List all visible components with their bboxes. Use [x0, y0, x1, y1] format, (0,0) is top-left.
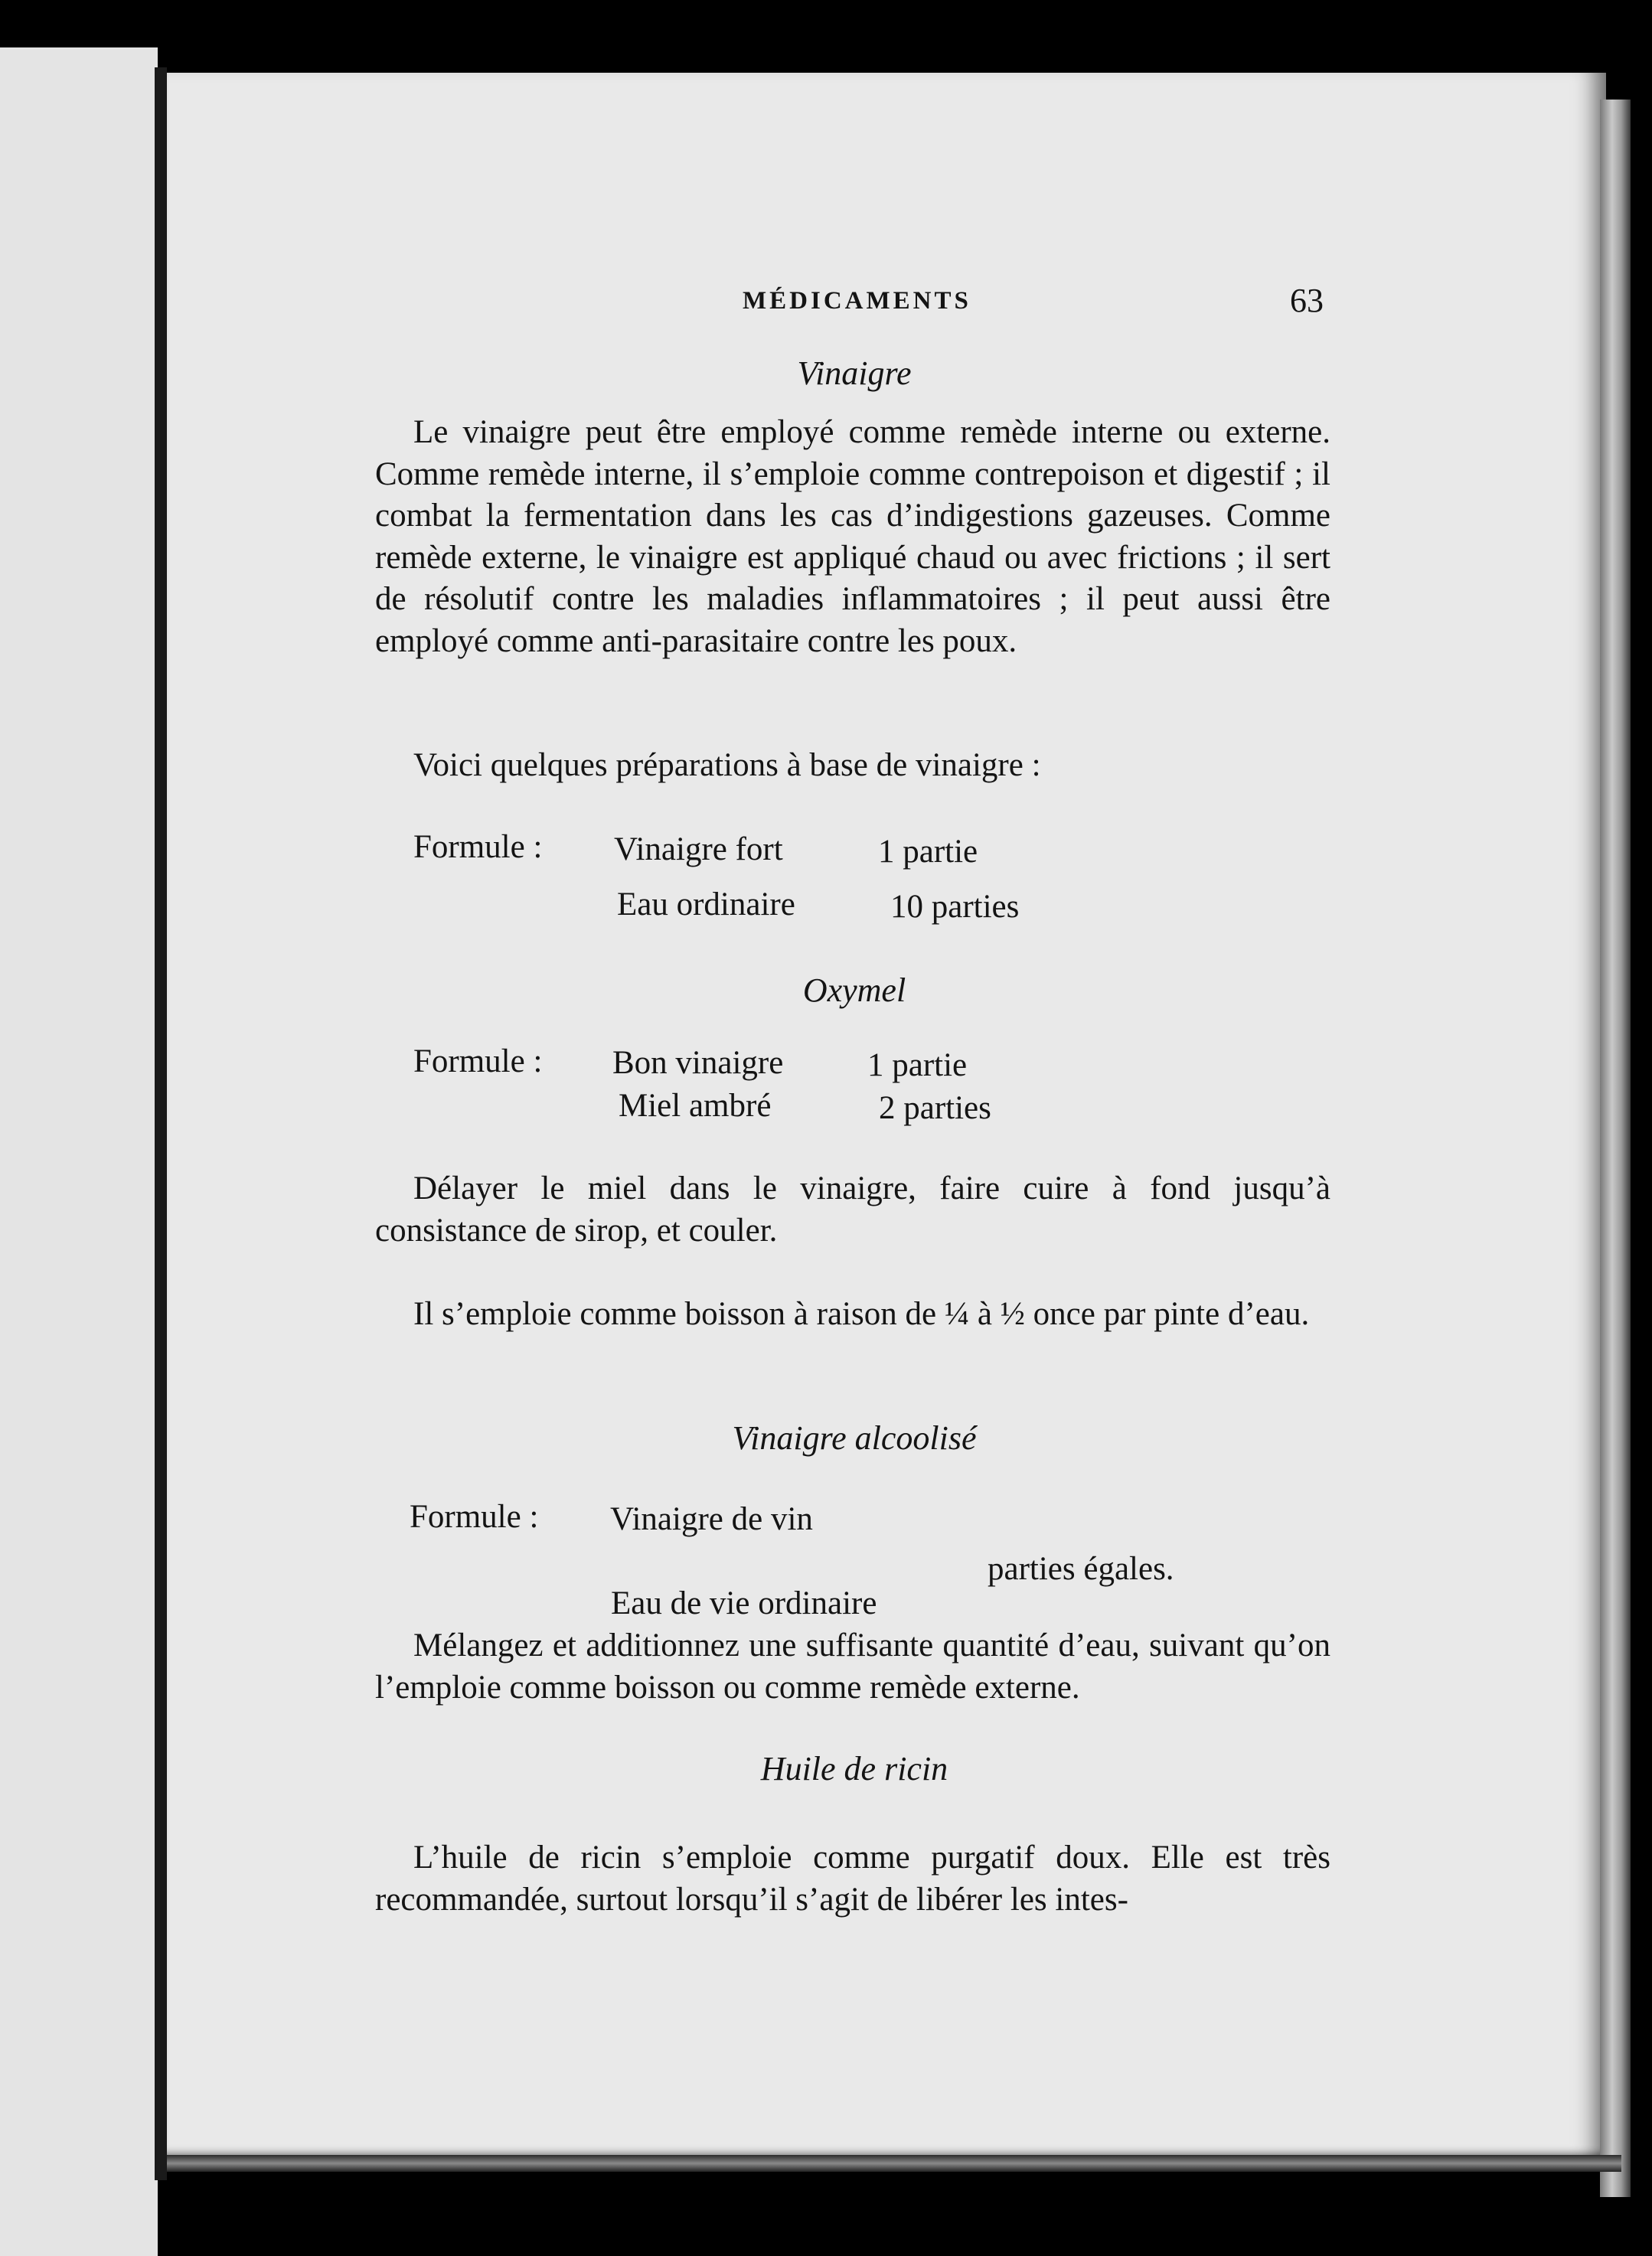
paragraph-oxymel-usage — [375, 1294, 1330, 1336]
paragraph-vinaigre-alcoolise — [375, 1625, 1330, 1709]
ingredient-name: Bon vinaigre — [612, 1045, 784, 1081]
book-spine — [155, 67, 167, 2180]
section-heading-vinaigre-alcoolise: Vinaigre alcoolisé — [732, 1419, 977, 1457]
ingredient-qty: 1 partie — [867, 1047, 968, 1083]
paragraph-vinaigre — [375, 412, 1330, 662]
ingredient-name: Vinaigre fort — [614, 831, 783, 867]
intro-preparations: Voici quelques préparations à base de vinaigre : — [413, 747, 1041, 783]
formula-label: Formule : — [410, 1499, 539, 1535]
ingredient-qty: 1 partie — [878, 834, 978, 870]
section-heading-huile-de-ricin: Huile de ricin — [760, 1750, 948, 1787]
section-heading-vinaigre: Vinaigre — [797, 354, 912, 392]
page-bottom-edge — [167, 2155, 1621, 2172]
ingredient-qty: 2 parties — [879, 1090, 991, 1126]
ingredient-name: Eau ordinaire — [617, 886, 795, 922]
running-head: MÉDICAMENTS — [743, 287, 971, 315]
page-number: 63 — [1290, 282, 1324, 319]
formula-label: Formule : — [413, 829, 543, 865]
paragraph-text: Il s’emploie comme boisson à raison de ¼ à ½ once par pinte d’eau. — [413, 1296, 1310, 1332]
ingredient-name: Vinaigre de vin — [610, 1501, 813, 1537]
section-heading-oxymel: Oxymel — [802, 971, 906, 1009]
paragraph-text: L’huile de ricin s’emploie comme purgatif doux. Elle est très recommandée, surtout lorsqu’il s’agit de libérer les intes- — [375, 1840, 1330, 1918]
paragraph-text: Le vinaigre peut être employé comme remède interne ou externe. Comme remède interne, il s’emploie comme contrepoison et digestif ; il combat la fermentation dans les cas d’indigestions gazeuses. Comme remède externe, le vinaigre est appliqué chaud ou avec frictions ; il sert de résolutif contre les maladies inflammatoires ; il peut aussi être employé comme anti-parasitaire contre les poux. — [375, 414, 1330, 659]
paragraph-oxymel-preparation — [375, 1168, 1330, 1252]
paragraph-text: Mélangez et additionnez une suffisante quantité d’eau, suivant qu’on l’emploie comme boisson ou comme remède externe. — [375, 1628, 1330, 1706]
paragraph-huile-de-ricin — [375, 1837, 1330, 1921]
paragraph-text: Délayer le miel dans le vinaigre, faire cuire à fond jusqu’à consistance de sirop, et couler. — [375, 1170, 1330, 1249]
ingredient-qty: 10 parties — [890, 889, 1020, 925]
ingredient-name: Eau de vie ordinaire — [611, 1585, 877, 1621]
ingredient-qty: parties égales. — [988, 1551, 1174, 1587]
ingredient-name: Miel ambré — [619, 1088, 772, 1124]
facing-page — [0, 47, 158, 2256]
page-edge — [1600, 100, 1631, 2197]
formula-label: Formule : — [413, 1043, 543, 1079]
